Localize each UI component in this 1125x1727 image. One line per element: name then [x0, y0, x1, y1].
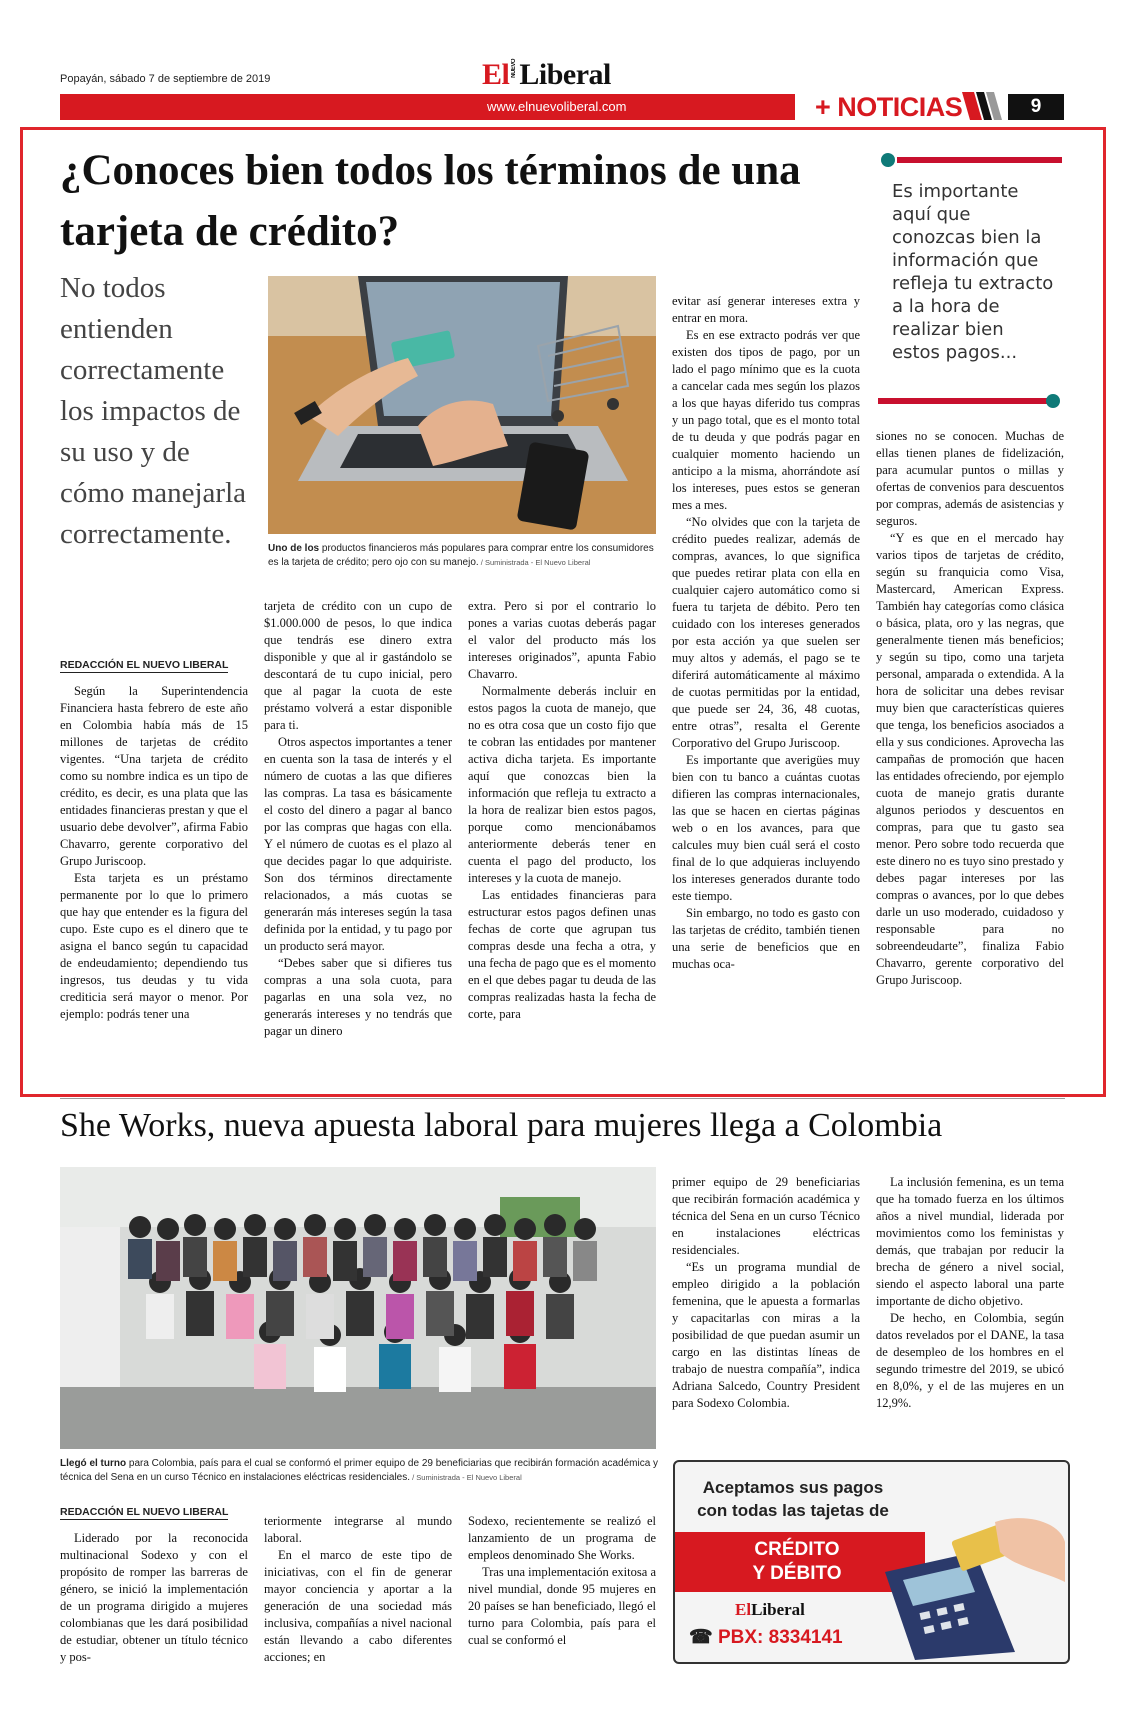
edition-date: Popayán, sábado 7 de septiembre de 2019 — [60, 73, 271, 85]
caption-text: para Colombia, país para el cual se conformó el primer equipo de 29 beneficiarias que recibirán formación académica y técnica del Sena en un curso Técnico en instalaciones eléctricas residenciales. — [60, 1458, 659, 1483]
paragraph: “No olvides que con la tarjeta de crédito puedes realizar, además de compras, avances, lo que significa que puedes retirar plata con ella en cualquier cajero automático como si fuera tu tarjeta de débito. Pero ten cuidado con los intereses generados por esta acción ya que suelen ser muy altos y además, el pago se te diferirá automáticamente al máximo de cuotas permitidas por la entidad, que puede ser 24, 36, 48 cuotas, entre otras”, resalta el Gerente Corporativo del Grupo Juriscoop. — [672, 515, 860, 750]
ad-line-1: Aceptamos sus pagos — [702, 1478, 884, 1497]
ad-line-2: con todas las tajetas de — [697, 1501, 889, 1520]
ad-credit: CRÉDITO — [754, 1539, 840, 1560]
article2-column-4 — [672, 1174, 860, 1412]
ad-logo — [735, 1600, 805, 1620]
article-lede: No todos entienden correctamente los impactos de su uso y de cómo manejarla correctamente. — [60, 272, 246, 550]
page-number: 9 — [1008, 94, 1064, 120]
payments-advertisement[interactable] — [673, 1460, 1070, 1664]
ad-phone-line[interactable] — [689, 1626, 843, 1649]
laptop-card-illustration — [268, 276, 656, 534]
paragraph: “Es un programa mundial de empleo dirigido a la población femenina, que le apuesta a formarlas y capacitarlas con miras a la posibilidad de que puedan asumir un cargo en las distintas líneas de trabajo de nuestra compañía”, indica Adriana Salcedo, Country President para Sodexo Colombia. — [672, 1260, 860, 1410]
credit-card-photo — [268, 276, 656, 534]
caption-text: productos financieros más populares para comprar entre los consumidores es la tarjeta de crédito; pero ojo con su manejo. — [268, 543, 654, 568]
photo1-caption — [268, 542, 658, 570]
paragraph: Esta tarjeta es un préstamo permanente por lo que lo primero que hay que entender es la figura del cupo. Este cupo es el dinero que te asigna el banco según tu capacidad de endeudamiento; dependiendo tus ingresos, tus deudas y tu vida crediticia será mayor o menor. Por ejemplo: podrás tener una — [60, 871, 248, 1021]
group-photo-illustration — [60, 1167, 656, 1449]
ad-headline — [693, 1476, 893, 1522]
logo-main: Liberal — [519, 58, 611, 91]
ad-logo-main: Liberal — [751, 1600, 805, 1619]
paragraph: Liderado por la reconocida multinacional Sodexo y con el propósito de romper las barreras de género, se inició la implementación de un programa dirigido a mujeres colombianas que les dará posibilidad de estudiar, obtener un título técnico y pos- — [60, 1531, 248, 1664]
paragraph: evitar así generar intereses extra y entrar en mora. — [672, 294, 860, 325]
logo-nuevo: NUEVO — [511, 59, 518, 78]
site-url[interactable]: www.elnuevoliberal.com — [487, 99, 627, 114]
caption-lead: Uno de los — [268, 543, 320, 554]
paragraph: De hecho, en Colombia, según datos revelados por el DANE, la tasa de desempleo de los hombres en el segundo trimestre del 2019, se ubicó en 8,0%, y el de las mujeres en un 12,9%. — [876, 1311, 1064, 1410]
article1-column-1 — [60, 683, 248, 1023]
ad-logo-prefix: El — [735, 1600, 752, 1619]
article-byline — [60, 655, 228, 673]
masthead-logo[interactable] — [482, 58, 611, 92]
paragraph: “Debes saber que si difieres tus compras a una sola cuota, para pagarlas en una sola vez, no generarás intereses y no tendrás que pagar un dinero — [264, 956, 452, 1038]
article1-column-2 — [264, 598, 452, 1040]
logo-prefix: El — [482, 58, 510, 91]
article1-column-5 — [876, 428, 1064, 989]
caption-source: / Suministrada - El Nuevo Liberal — [410, 1473, 522, 1482]
pullquote-top-dot — [881, 153, 895, 167]
byline-text: REDACCIÓN EL NUEVO LIBERAL — [60, 1506, 229, 1518]
section-stripes-icon — [962, 92, 1002, 120]
article1-column-3 — [468, 598, 656, 1023]
ad-phone: PBX: 8334141 — [717, 1627, 843, 1648]
caption-lead: Llegó el turno — [60, 1458, 127, 1469]
paragraph: Tras una implementación exitosa a nivel mundial, donde 95 mujeres en 20 países se han beneficiado, llegó el turno para Colombia, país para el cual se conformó el — [468, 1565, 656, 1647]
paragraph: Las entidades financieras para estructurar estos pagos definen unas fechas de corte que agrupan tus compras desde una fecha a otra, y una fecha de pago que es el momento en el que debes pagar tu deuda de las compras realizadas hasta la fecha de corte, para — [468, 888, 656, 1021]
ad-card-types — [737, 1538, 857, 1586]
article2-column-3 — [468, 1513, 656, 1649]
article2-column-1 — [60, 1530, 248, 1666]
caption-source: / Suministrada - El Nuevo Liberal — [478, 558, 591, 567]
paragraph: Es importante que averigües muy bien con tu banco a cuántas cuotas difieren las compras internacionales, las que se hacen en ciertas páginas web o en los avances, para que calcules muy bien cuál será el costo final de lo que adquieras incluyendo los intereses generados durante todo este tiempo. — [672, 753, 860, 903]
paragraph: Otros aspectos importantes a tener en cuenta son la tasa de interés y el número de cuotas a las que difieres las compras. La tasa es básicamente el costo del dinero a pagar al banco por las compras que hagas con ella. Y el número de cuotas es el plazo al que decides pagar lo que adquiriste. Son dos términos directamente relacionados, a más cuotas se generarán más intereses según la tasa definida por la entidad, y tu pago por un producto será mayor. — [264, 735, 452, 953]
paragraph: Sin embargo, no todo es gasto con las tarjetas de crédito, también tienen una serie de beneficios que en muchas oca- — [672, 906, 860, 971]
paragraph: En el marco de este tipo de iniciativas, con el fin de generar mayor conciencia y aportar a la generación de una sociedad más inclusiva, compañías a nivel nacional están llevando a cabo diferentes acciones; en — [264, 1548, 452, 1664]
header-red-bar — [60, 94, 795, 120]
paragraph: Es en ese extracto podrás ver que existen dos tipos de pago, por un lado el pago mínimo que es la cuota a cancelar cada mes según los plazos a los que hayas diferido tus compras y un pago total, que es el monto total de tu deuda y que podrás pagar en cualquier momento haciendo un anticipo a la misma, ahorrándote así los intereses, pues estos se generan mes a mes. — [672, 328, 860, 512]
ad-debit: Y DÉBITO — [752, 1563, 842, 1584]
pullquote-bottom-bar — [878, 398, 1048, 404]
paragraph: Normalmente deberás incluir en estos pagos la cuota de manejo, que no es otra cosa que un costo fijo que te cobran las entidades por mantener activa dicha tarjeta. Es importante aquí que conozcas bien la información que refleja tu extracto a la hora de realizar bien estos pagos, porque como mencionábamos anteriormente deberás tener en cuenta el pago del producto, los intereses y la cuota de manejo. — [468, 684, 656, 885]
pullquote-top-bar — [897, 157, 1062, 163]
photo2-caption — [60, 1457, 660, 1485]
section-divider — [60, 1098, 1065, 1099]
pull-quote: Es importante aquí que conozcas bien la información que refleja tu extracto a la hora de realizar bien estos pagos... — [892, 181, 1054, 363]
paragraph: extra. Pero si por el contrario lo pones a varias cuotas deberás pagar el valor del producto más los intereses originados”, apunta Fabio Chavarro. — [468, 599, 656, 681]
paragraph: tarjeta de crédito con un cupo de $1.000.000 de pesos, lo que indica que tendrás ese dinero extra disponible y que al ir gastándolo se descontará de tu cupo inicial, pero que al pagar la cuota de este préstamo volverá a estar disponible para ti. — [264, 599, 452, 732]
paragraph: siones no se conocen. Muchas de ellas tienen planes de fidelización, para acumular puntos o millas y ofertas de convenios para descuentos por compras, además de asistencias y seguros. — [876, 429, 1064, 528]
section-label: + NOTICIAS — [815, 92, 963, 122]
article2-column-5 — [876, 1174, 1064, 1412]
paragraph: “Y es que en el mercado hay varios tipos de tarjetas de crédito, según su franquicia como Visa, Mastercard, American Express. También hay categorías como clásica o básica, plata, oro y las negras, que generalmente tienen más beneficios; y según su tipo, como una tarjeta personal, amparada o extendida. A la hora de solicitar una debes revisar muy bien que características quieres que tenga, los beneficios asociados a ella y sus condiciones. Aprovecha las campañas de promoción que hacen las entidades ofreciendo, por ejemplo cuota de manejo gratis durante algunos periodos y descuentos en compras, para que tu gasto sea menor. Pero sobre todo recuerda que este dinero no es tuyo sino prestado y debes pagar intereses por las compras o avances, por lo que debes darle un uso moderado, cuidadoso y responsable para no sobreendeudarte”, finaliza Fabio Chavarro, gerente corporativo del Grupo Juriscoop. — [876, 531, 1064, 987]
article-headline: ¿Conoces bien todos los términos de una tarjeta de crédito? — [60, 147, 801, 255]
paragraph: La inclusión femenina, es un tema que ha tomado fuerza en los últimos años a nivel mundial, liderada por movimientos como los feministas y demás, que trabajan por reducir la brecha de género a nivel social, siendo el aspecto laboral una parte importante de dicho objetivo. — [876, 1175, 1064, 1308]
article2-headline: She Works, nueva apuesta laboral para mujeres llega a Colombia — [60, 1107, 943, 1144]
article1-column-4 — [672, 293, 860, 973]
article2-column-2 — [264, 1513, 452, 1666]
pullquote-bottom-dot — [1046, 394, 1060, 408]
phone-icon: ☎ — [689, 1627, 713, 1648]
she-works-group-photo — [60, 1167, 656, 1449]
paragraph: Sodexo, recientemente se realizó el lanzamiento de un programa de empleos denominado She Works. — [468, 1514, 656, 1562]
paragraph: teriormente integrarse al mundo laboral. — [264, 1514, 452, 1545]
paragraph: primer equipo de 29 beneficiarias que recibirán formación académica y técnica del Sena en un curso Técnico en instalaciones eléctricas residenciales. — [672, 1175, 860, 1257]
paragraph: Según la Superintendencia Financiera hasta febrero de este año en Colombia había más de 15 millones de tarjetas de crédito vigentes. “Una tarjeta de crédito como su nombre indica es un tipo de crédito, es decir, es una plata que las entidades financieras prestan y que el usuario debe devolver”, afirma Fabio Chavarro, gerente corporativo del Grupo Juriscoop. — [60, 684, 248, 868]
byline-text: REDACCIÓN EL NUEVO LIBERAL — [60, 659, 229, 671]
card-terminal-icon — [865, 1512, 1065, 1660]
article2-byline — [60, 1502, 228, 1520]
